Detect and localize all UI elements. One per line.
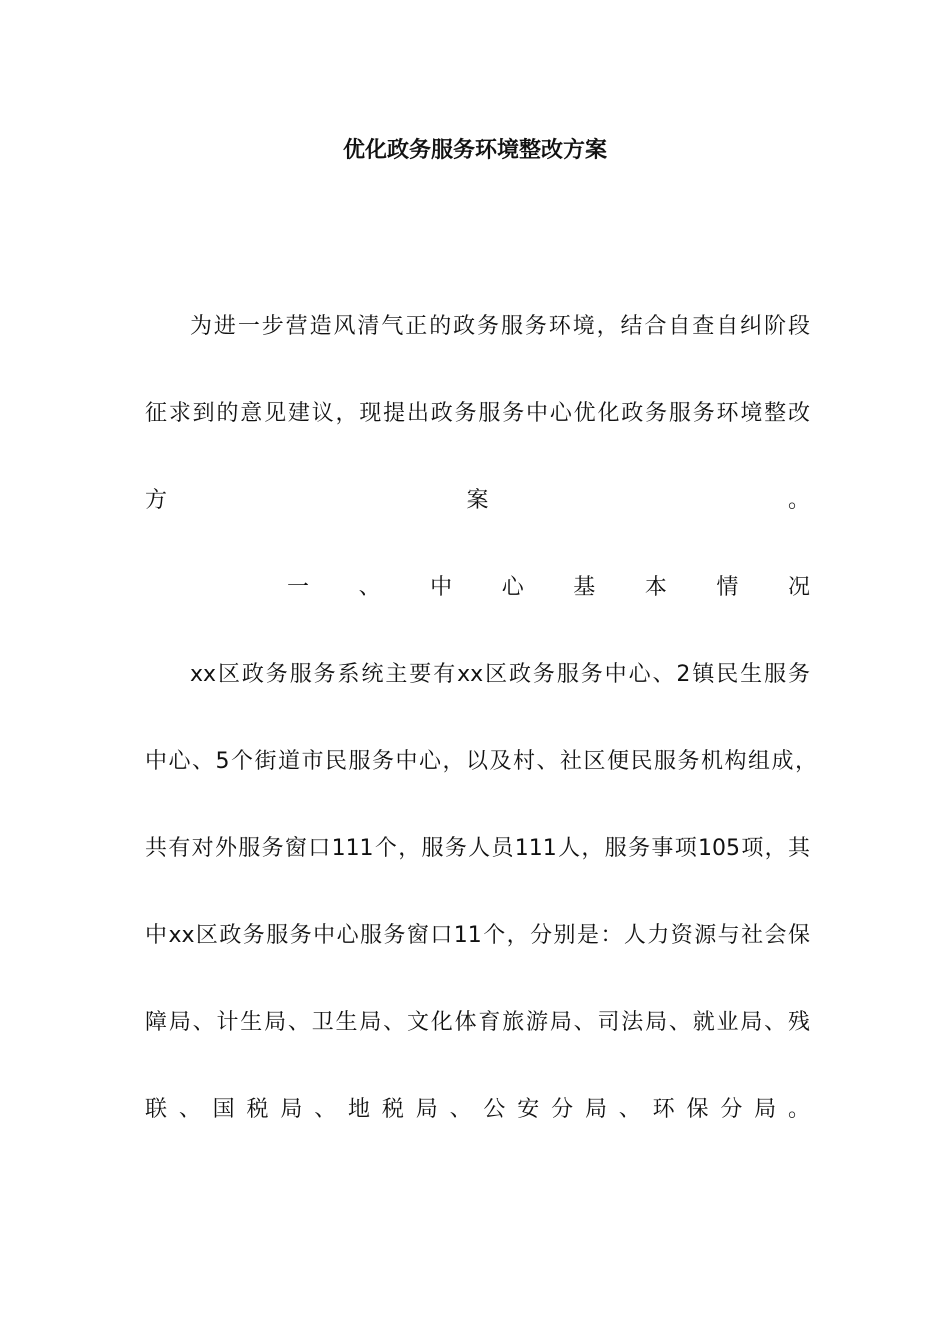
- paragraph-2-line-6: 联 、 国 税 局 、 地 税 局 、 公 安 分 局 、 环 保 分 局 。: [145, 1097, 810, 1122]
- paragraph-1-line-2: 征求到的意见建议，现提出政务服务中心优化政务服务环境整改: [145, 401, 810, 426]
- section-heading: 一 、 中 心 基 本 情 况: [287, 575, 810, 600]
- paragraph-2-line-4: 中xx区政务服务中心服务窗口11个，分别是：人力资源与社会保: [145, 923, 810, 948]
- paragraph-2-line-5: 障局、计生局、卫生局、文化体育旅游局、司法局、就业局、残: [145, 1010, 810, 1035]
- paragraph-2-line-1: xx区政务服务系统主要有xx区政务服务中心、2镇民生服务: [190, 662, 810, 687]
- paragraph-2-line-2: 中心、5个街道市民服务中心，以及村、社区便民服务机构组成，: [145, 749, 817, 774]
- paragraph-2-line-3: 共有对外服务窗口111个，服务人员111人，服务事项105项，其: [145, 836, 810, 861]
- paragraph-1-line-1: 为进一步营造风清气正的政务服务环境，结合自查自纠阶段: [190, 314, 810, 339]
- document-title: 优化政务服务环境整改方案: [342, 138, 607, 163]
- paragraph-1-line-3: 方 案 。: [145, 488, 810, 513]
